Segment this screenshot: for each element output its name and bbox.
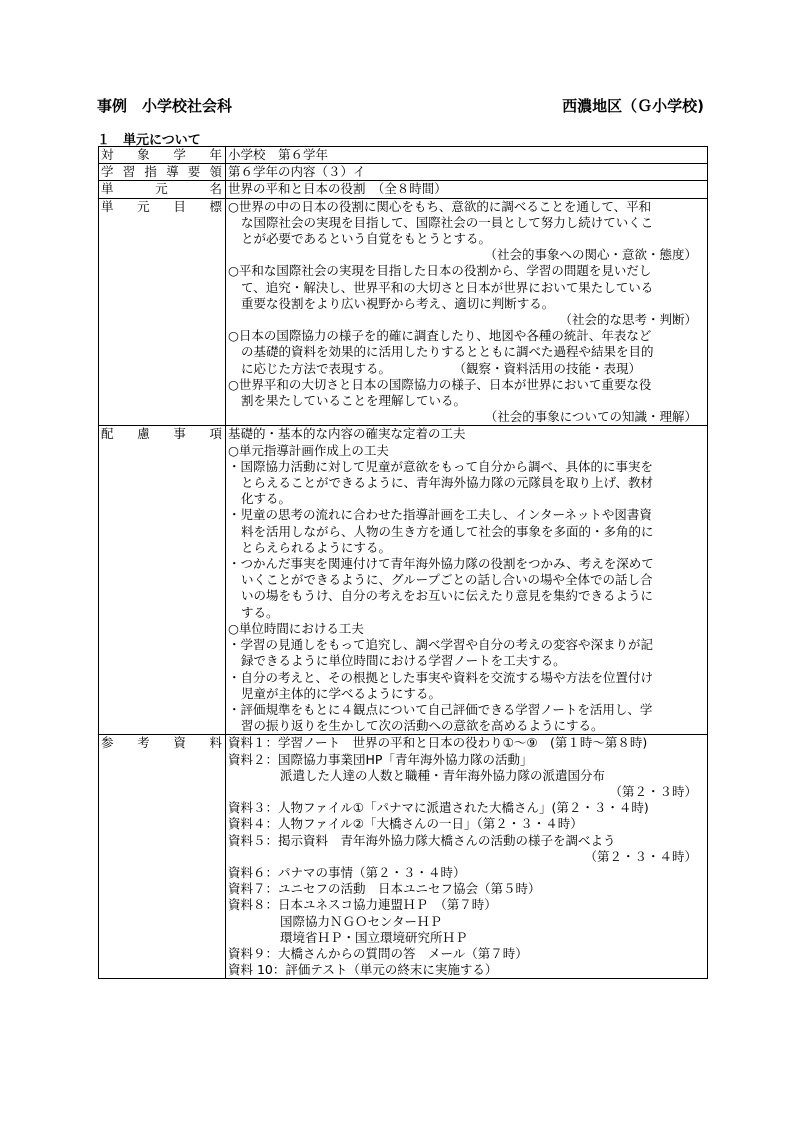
content-line: ・国際協力活動に対して児童が意欲をもって自分から調べ、具体的に事実を — [228, 458, 654, 474]
row-content — [226, 164, 708, 181]
row-content — [226, 147, 708, 164]
content-line: ・児童の思考の流れに合わせた指導計画を工夫し、インターネットや図書資 — [228, 507, 652, 523]
row-label-char: 単 — [101, 198, 114, 214]
table-row — [99, 164, 708, 181]
content-line: な国際社会の実現を目指して、国際社会の一員として努力し続けていくこ — [241, 214, 654, 230]
content-line: 第６学年の内容（３）イ — [228, 164, 366, 180]
content-line: 化する。 — [241, 491, 292, 507]
table-row — [99, 735, 708, 979]
content-line: （第２・３・４時） — [584, 848, 697, 864]
row-label — [99, 181, 226, 198]
content-line: 環境省ＨＰ・国立環境研究所ＨＰ — [280, 929, 468, 945]
content-line: 資料８：日本ユネスコ協力連盟ＨＰ （第７時） — [228, 897, 497, 913]
content-line: ・評価規準をもとに４観点について自己評価できる学習ノートを活用し、学 — [228, 701, 653, 717]
content-line: ・自分の考えと、その根拠とした事実や資料を交流する場や方法を位置付け — [228, 669, 654, 685]
content-line: 資料１：学習ノート 世界の平和と日本の役わり①～⑨ (第１時～第８時) — [228, 735, 648, 751]
content-line: とが必要であるという自覚をもとうとする。 — [241, 231, 492, 247]
row-label — [99, 735, 226, 979]
content-line: ・学習の見通しをもって追究し、調べ学習や自分の考えの変容や深まりが記 — [228, 637, 654, 653]
row-label — [99, 198, 226, 426]
content-line: 資料６：パナマの事情（第２・３・４時） — [228, 864, 466, 880]
row-label-char: 象 — [137, 147, 150, 162]
row-content — [226, 181, 708, 198]
row-label-char: 慮 — [137, 426, 150, 442]
row-content — [226, 735, 708, 979]
content-line: いくことができるように、グループごとの話し合いの場や全体での話し合 — [241, 572, 653, 588]
content-line: 世界の平和と日本の役割 （全８時間） — [228, 181, 447, 197]
row-label-char: 対 — [101, 147, 114, 162]
content-line: ○平和な国際社会の実現を目指した日本の役割から、学習の問題を見いだし — [228, 263, 652, 279]
table-row — [99, 181, 708, 198]
content-line: ○単元指導計画作成上の工夫 — [228, 442, 389, 458]
content-line: 国際協力ＮＧＯセンターＨＰ — [280, 913, 443, 929]
table-row — [99, 147, 708, 164]
content-line: ○世界の中の日本の役割に関心をもち、意欲的に調べることを通して、平和 — [228, 198, 652, 214]
content-line: 資料３：人物ファイル①「パナマに派遣された大橋さん」(第２・３・４時) — [228, 800, 649, 816]
content-line: とらえることができるように、青年海外協力隊の元隊員を取り上げ、教材 — [241, 475, 654, 491]
row-label-char: 指 — [144, 164, 157, 180]
row-label-char: 考 — [137, 735, 150, 751]
row-label-char: 資 — [173, 735, 186, 751]
row-label-char: 目 — [173, 198, 186, 214]
content-line: 児童が主体的に学べるようにする。 — [241, 685, 442, 701]
row-label-char: 学 — [101, 164, 114, 180]
row-content — [226, 198, 708, 426]
table-row — [99, 198, 708, 426]
unit-table — [98, 146, 708, 979]
content-line: ○日本の国際協力の様子を的確に調査したり、地図や各種の統計、年表など — [228, 328, 652, 344]
row-label-char: 元 — [137, 198, 150, 214]
row-label-char: 元 — [155, 181, 168, 197]
row-label-char: 導 — [166, 164, 179, 180]
content-line: 資料４：人物ファイル②「大橋さんの一日」（第２・３・４時） — [228, 816, 583, 832]
row-label — [99, 147, 226, 164]
content-line: ○世界平和の大切さと日本の国際協力の様子、日本が世界において重要な役 — [228, 376, 652, 392]
row-label-char: 事 — [173, 426, 186, 442]
content-line: （社会的事象への関心・意欲・態度） — [484, 247, 697, 263]
row-label-char: 参 — [101, 735, 114, 751]
content-line: 料を活用しながら、人物の生き方を通して社会的事象を多面的・多角的に — [241, 523, 654, 539]
content-line: とらえられるようにする。 — [241, 539, 392, 555]
row-label-char: 要 — [187, 164, 201, 180]
content-line: （第２・３時） — [609, 783, 697, 799]
row-label-char: 料 — [209, 735, 222, 751]
document-title: 事例 小学校社会科 — [97, 97, 233, 115]
content-line: する。 — [241, 604, 279, 620]
content-line: （社会的な思考・判断） — [559, 312, 697, 328]
row-label — [99, 426, 226, 735]
content-line: （社会的事象についての知識・理解） — [484, 409, 697, 425]
school-region: 西濃地区（Ｇ小学校) — [562, 97, 704, 115]
table-row — [99, 426, 708, 735]
row-content — [226, 426, 708, 735]
row-label-char: 名 — [209, 181, 222, 197]
row-label-char: 項 — [209, 426, 222, 442]
content-line: いの場をもうけ、自分の考えをお互いに伝えたり意見を集約できるように — [241, 588, 654, 604]
content-line: に応じた方法で表現する。 （観察・資料活用の技能・表現） — [241, 360, 642, 376]
content-line: 重要な役割をより広い視野から考え、適切に判断する。 — [241, 295, 555, 311]
content-line: ○単位時間における工夫 — [228, 620, 364, 636]
row-label-char: 年 — [209, 147, 222, 162]
row-label-char: 学 — [173, 147, 186, 162]
content-line: 資料 10：評価テスト（単元の終末に実施する） — [228, 962, 498, 978]
row-label-char: 習 — [122, 164, 136, 180]
content-line: ・つかんだ事実を関連付けて青年海外協力隊の役割をつかみ、考えを深めて — [228, 556, 654, 572]
content-line: 派遣した人達の人数と職種・青年海外協力隊の派遣国分布 — [280, 767, 606, 783]
content-line: の基礎的資料を効果的に活用したりするとともに調べた過程や結果を目的 — [241, 344, 654, 360]
content-line: 小学校 第６学年 — [228, 147, 329, 162]
row-label-char: 単 — [101, 181, 114, 197]
content-line: て、追究・解決し、世界平和の大切さと日本が世界において果たしている — [241, 279, 654, 295]
content-line: 習の振り返りを生かして次の活動への意欲を高めるようにする。 — [241, 718, 604, 734]
content-line: 資料２：国際協力事業団HP「青年海外協力隊の活動」 — [228, 751, 533, 767]
row-label — [99, 164, 226, 181]
row-label-char: 領 — [209, 164, 222, 180]
row-label-char: 配 — [101, 426, 114, 442]
content-line: 録できるように単位時間における学習ノートを工夫する。 — [241, 653, 566, 669]
content-line: 資料９：大橋さんからの質問の答 メール（第７時） — [228, 945, 528, 961]
content-line: 資料５：掲示資料 青年海外協力隊大橋さんの活動の様子を調べよう — [228, 832, 616, 848]
content-line: 割を果たしていることを理解している。 — [241, 393, 467, 409]
content-line: 基礎的・基本的な内容の確実な定着の工夫 — [228, 426, 466, 442]
row-label-char: 標 — [209, 198, 222, 214]
content-line: 資料７：ユニセフの活動 日本ユニセフ協会（第５時） — [228, 881, 541, 897]
section-heading: １ 単元について — [97, 133, 201, 148]
